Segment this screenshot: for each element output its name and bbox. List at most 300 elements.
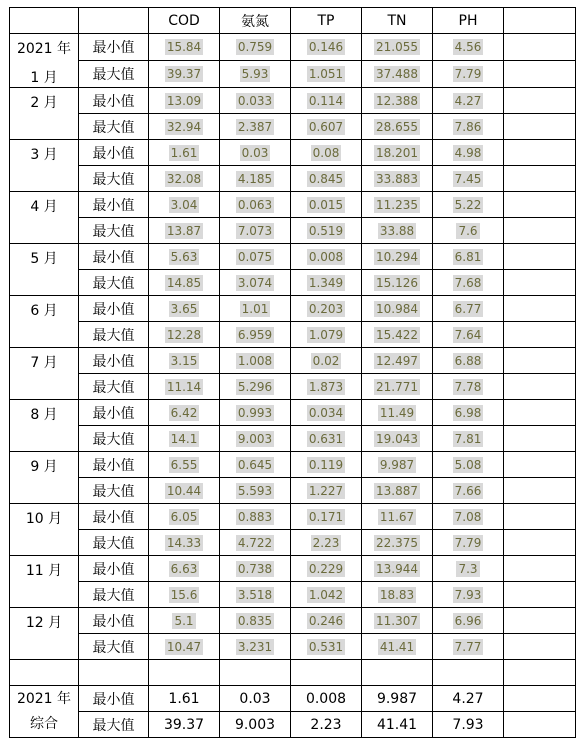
value-text: 0.015 [308,197,344,212]
empty-cell [504,608,576,634]
empty-cell [504,244,576,270]
value-text: 0.114 [308,93,344,108]
value-cell [149,88,220,114]
month-label: 7 月 [30,355,58,371]
stat-label-min: 最小值 [79,608,149,634]
empty-cell [10,660,79,686]
header-empty-cell [504,8,576,34]
value-text: 39.37 [166,67,202,81]
month-label-line2: 1 月 [30,70,58,86]
value-cell [433,218,504,244]
value-cell [433,582,504,608]
month-label: 9 月 [30,459,58,475]
value-text: 5.93 [241,67,269,81]
summary-label-cell [10,686,79,738]
value-cell [220,556,291,582]
value-cell [149,452,220,478]
value-cell [291,348,362,374]
header-tn: TN [362,8,433,34]
value-text: 0.519 [308,223,344,238]
value-cell [220,34,291,61]
value-cell [362,270,433,296]
value-text: 15.6 [170,587,198,602]
month-label-cell [10,608,79,660]
value-text: 1.008 [237,353,273,368]
value-text: 21.771 [376,379,418,394]
table-row [10,400,576,426]
value-cell [220,374,291,400]
month-label-cell [10,452,79,504]
value-text: 6.55 [170,457,198,472]
month-label: 5 月 [30,251,58,267]
summary-row [10,686,576,712]
stat-label-min: 最小值 [79,88,149,114]
table-row [10,478,576,504]
stat-label-min: 最小值 [79,400,149,426]
value-cell [362,88,433,114]
value-text: 5.593 [237,483,273,498]
month-label: 12 月 [25,615,63,631]
value-text: 6.05 [170,509,198,524]
value-text: 4.185 [237,171,273,186]
value-text: 22.375 [376,535,418,550]
value-text: 0.203 [308,301,344,316]
stat-label-max: 最大值 [79,582,149,608]
value-cell [220,400,291,426]
month-label: 11 月 [25,563,63,579]
value-cell [291,88,362,114]
value-cell [149,244,220,270]
table-body [10,8,576,738]
empty-cell [504,322,576,348]
month-label: 6 月 [30,303,58,319]
empty-cell [504,660,576,686]
value-cell [433,400,504,426]
month-label-cell [10,140,79,192]
value-text: 11.235 [376,197,418,212]
value-text: 7.08 [454,509,482,524]
stat-label-max: 最大值 [79,374,149,400]
value-cell [291,530,362,556]
value-cell [433,88,504,114]
value-text: 1.873 [308,379,344,394]
stat-label-min: 最小值 [79,348,149,374]
summary-value-cell: 9.003 [220,712,291,738]
value-text: 15.422 [376,327,418,342]
value-text: 32.08 [166,171,202,186]
value-text: 1.349 [308,275,344,290]
table-row [10,61,576,88]
value-text: 6.88 [454,353,482,368]
value-text: 0.738 [237,561,273,576]
value-text: 1.079 [308,327,344,342]
stat-label-max: 最大值 [79,218,149,244]
empty-cell [504,556,576,582]
header-tp: TP [291,8,362,34]
value-text: 11.307 [376,613,418,628]
value-text: 0.993 [237,405,273,420]
value-cell [362,34,433,61]
month-label-cell [10,192,79,244]
empty-cell [291,660,362,686]
value-cell [433,296,504,322]
value-text: 10.44 [166,483,202,498]
value-cell [433,61,504,88]
empty-cell [433,660,504,686]
month-label-cell [10,244,79,296]
value-text: 7.3 [458,561,478,576]
value-cell [220,634,291,660]
stat-label-max: 最大值 [79,712,149,738]
empty-cell [149,660,220,686]
value-text: 7.86 [454,119,482,134]
value-cell [220,504,291,530]
value-text: 0.146 [308,40,344,54]
value-cell [433,530,504,556]
value-cell [291,426,362,452]
value-cell [149,218,220,244]
value-text: 0.645 [237,457,273,472]
month-label: 2 月 [30,95,58,111]
empty-cell [504,374,576,400]
empty-cell [504,452,576,478]
stat-label-min: 最小值 [79,244,149,270]
value-cell [149,504,220,530]
value-text: 7.45 [454,171,482,186]
summary-value-cell: 0.03 [220,686,291,712]
value-text: 7.073 [237,223,273,238]
value-cell [362,114,433,140]
month-label-cell [10,348,79,400]
value-text: 7.79 [454,535,482,550]
month-label-cell [10,556,79,608]
value-cell [362,218,433,244]
value-cell [433,270,504,296]
month-label-cell [10,296,79,348]
value-text: 0.075 [237,249,273,264]
value-text: 0.034 [308,405,344,420]
empty-cell [504,634,576,660]
empty-cell [504,218,576,244]
stat-label-min: 最小值 [79,34,149,61]
value-cell [291,504,362,530]
value-cell [291,556,362,582]
value-cell [362,61,433,88]
stat-label-max: 最大值 [79,270,149,296]
value-cell [291,374,362,400]
value-text: 0.845 [308,171,344,186]
value-text: 4.98 [454,145,482,160]
month-label: 4 月 [30,199,58,215]
summary-label-line2: 综合 [30,715,58,732]
value-text: 11.49 [379,405,415,420]
value-text: 18.201 [376,145,418,160]
value-cell [362,400,433,426]
value-text: 0.883 [237,509,273,524]
value-cell [291,322,362,348]
value-cell [433,166,504,192]
value-text: 6.42 [170,405,198,420]
empty-cell [504,270,576,296]
value-cell [433,504,504,530]
summary-value-cell: 1.61 [149,686,220,712]
table-row [10,426,576,452]
value-text: 1.227 [308,483,344,498]
value-cell [362,478,433,504]
empty-cell [504,582,576,608]
value-text: 6.81 [454,249,482,264]
value-cell [433,608,504,634]
table-row [10,192,576,218]
value-text: 4.27 [454,93,482,108]
value-cell [149,166,220,192]
value-cell [149,478,220,504]
header-empty-cell [10,8,79,34]
value-cell [220,296,291,322]
water-quality-table [9,7,576,738]
value-cell [291,400,362,426]
value-cell [362,634,433,660]
table-row [10,296,576,322]
stat-label-max: 最大值 [79,634,149,660]
value-text: 4.722 [237,535,273,550]
value-text: 19.043 [376,431,418,446]
value-text: 7.81 [454,431,482,446]
empty-cell [504,166,576,192]
value-text: 7.66 [454,483,482,498]
value-cell [291,61,362,88]
value-cell [149,582,220,608]
empty-cell [504,88,576,114]
value-text: 6.98 [454,405,482,420]
value-cell [220,452,291,478]
value-cell [362,504,433,530]
value-cell [433,556,504,582]
empty-cell [504,478,576,504]
value-text: 0.03 [241,145,269,160]
value-text: 1.042 [308,587,344,602]
value-cell [433,322,504,348]
value-cell [362,140,433,166]
value-text: 12.28 [166,327,202,342]
empty-cell [504,426,576,452]
stat-label-max: 最大值 [79,61,149,88]
empty-cell [220,660,291,686]
value-cell [362,426,433,452]
stat-label-max: 最大值 [79,530,149,556]
value-text: 0.008 [308,249,344,264]
value-text: 2.387 [237,119,273,134]
value-text: 0.607 [308,119,344,134]
table-row [10,374,576,400]
summary-value-cell: 4.27 [433,686,504,712]
value-cell [433,374,504,400]
value-text: 9.987 [379,457,415,472]
month-label: 3 月 [30,147,58,163]
summary-value-cell: 41.41 [362,712,433,738]
table-row [10,530,576,556]
value-text: 0.631 [308,431,344,446]
value-cell [220,140,291,166]
header-empty-cell [79,8,149,34]
value-cell [291,296,362,322]
value-text: 21.055 [376,40,418,54]
value-cell [433,634,504,660]
stat-label-min: 最小值 [79,504,149,530]
value-cell [362,530,433,556]
empty-cell [504,504,576,530]
value-text: 2.23 [312,535,340,550]
value-cell [291,452,362,478]
value-text: 13.09 [166,93,202,108]
value-cell [149,634,220,660]
stat-label-max: 最大值 [79,166,149,192]
value-cell [149,192,220,218]
value-text: 10.984 [376,301,418,316]
spacer-row [10,660,576,686]
value-text: 7.78 [454,379,482,394]
empty-cell [504,712,576,738]
value-cell [291,608,362,634]
table-row [10,88,576,114]
value-cell [149,270,220,296]
table-row [10,582,576,608]
table-row [10,166,576,192]
value-cell [220,166,291,192]
month-label: 2021 年 [16,41,72,57]
value-cell [433,426,504,452]
value-cell [220,322,291,348]
value-text: 0.759 [237,40,273,54]
empty-cell [504,530,576,556]
table-row [10,270,576,296]
summary-value-cell: 0.008 [291,686,362,712]
value-cell [362,608,433,634]
empty-cell [504,34,576,61]
summary-row [10,712,576,738]
month-label: 8 月 [30,407,58,423]
empty-cell [79,660,149,686]
value-cell [220,426,291,452]
table-row [10,348,576,374]
header-ph: PH [433,8,504,34]
value-text: 10.294 [376,249,418,264]
value-text: 13.944 [376,561,418,576]
value-text: 5.22 [454,197,482,212]
stat-label-max: 最大值 [79,322,149,348]
value-text: 14.33 [166,535,202,550]
value-cell [149,114,220,140]
empty-cell [504,686,576,712]
stat-label-min: 最小值 [79,140,149,166]
value-text: 14.1 [170,431,198,446]
summary-value-cell: 7.93 [433,712,504,738]
month-label-cell [10,34,79,88]
value-cell [291,34,362,61]
value-text: 0.835 [237,613,273,628]
value-text: 11.14 [166,379,202,394]
value-cell [291,582,362,608]
empty-cell [504,140,576,166]
table-row [10,244,576,270]
value-text: 3.074 [237,275,273,290]
table-row [10,452,576,478]
value-text: 1.051 [308,67,344,81]
value-text: 7.93 [454,587,482,602]
table-row [10,608,576,634]
value-cell [362,296,433,322]
value-cell [220,244,291,270]
value-text: 0.063 [237,197,273,212]
value-text: 28.655 [376,119,418,134]
header-row [10,8,576,34]
table-row [10,322,576,348]
value-text: 41.41 [379,639,415,654]
value-text: 33.883 [376,171,418,186]
value-text: 5.08 [454,457,482,472]
empty-cell [504,114,576,140]
value-cell [220,478,291,504]
value-cell [220,218,291,244]
summary-value-cell: 2.23 [291,712,362,738]
header-cod: COD [149,8,220,34]
value-text: 13.887 [376,483,418,498]
stat-label-max: 最大值 [79,478,149,504]
value-cell [220,270,291,296]
value-cell [362,582,433,608]
value-cell [149,530,220,556]
value-cell [149,34,220,61]
value-text: 0.033 [237,93,273,108]
value-text: 11.67 [379,509,415,524]
value-text: 3.04 [170,197,198,212]
value-cell [291,270,362,296]
value-text: 6.96 [454,613,482,628]
stat-label-max: 最大值 [79,426,149,452]
value-text: 14.85 [166,275,202,290]
value-cell [362,556,433,582]
value-cell [149,296,220,322]
stat-label-max: 最大值 [79,114,149,140]
value-cell [291,218,362,244]
value-cell [149,608,220,634]
month-label-cell [10,88,79,140]
value-text: 4.56 [454,40,482,54]
stat-label-min: 最小值 [79,296,149,322]
summary-value-cell: 39.37 [149,712,220,738]
summary-label: 2021 年 [16,690,72,707]
value-cell [149,400,220,426]
value-text: 6.77 [454,301,482,316]
value-cell [220,88,291,114]
value-cell [362,192,433,218]
value-cell [362,244,433,270]
month-label: 10 月 [25,511,63,527]
value-cell [291,478,362,504]
table-row [10,114,576,140]
value-text: 0.02 [312,353,340,368]
value-cell [220,192,291,218]
value-text: 15.126 [376,275,418,290]
value-text: 12.388 [376,93,418,108]
value-cell [433,452,504,478]
value-text: 5.1 [174,613,194,628]
value-text: 1.01 [241,301,269,316]
value-text: 3.65 [170,301,198,316]
value-text: 3.231 [237,639,273,654]
empty-cell [504,348,576,374]
value-cell [433,114,504,140]
